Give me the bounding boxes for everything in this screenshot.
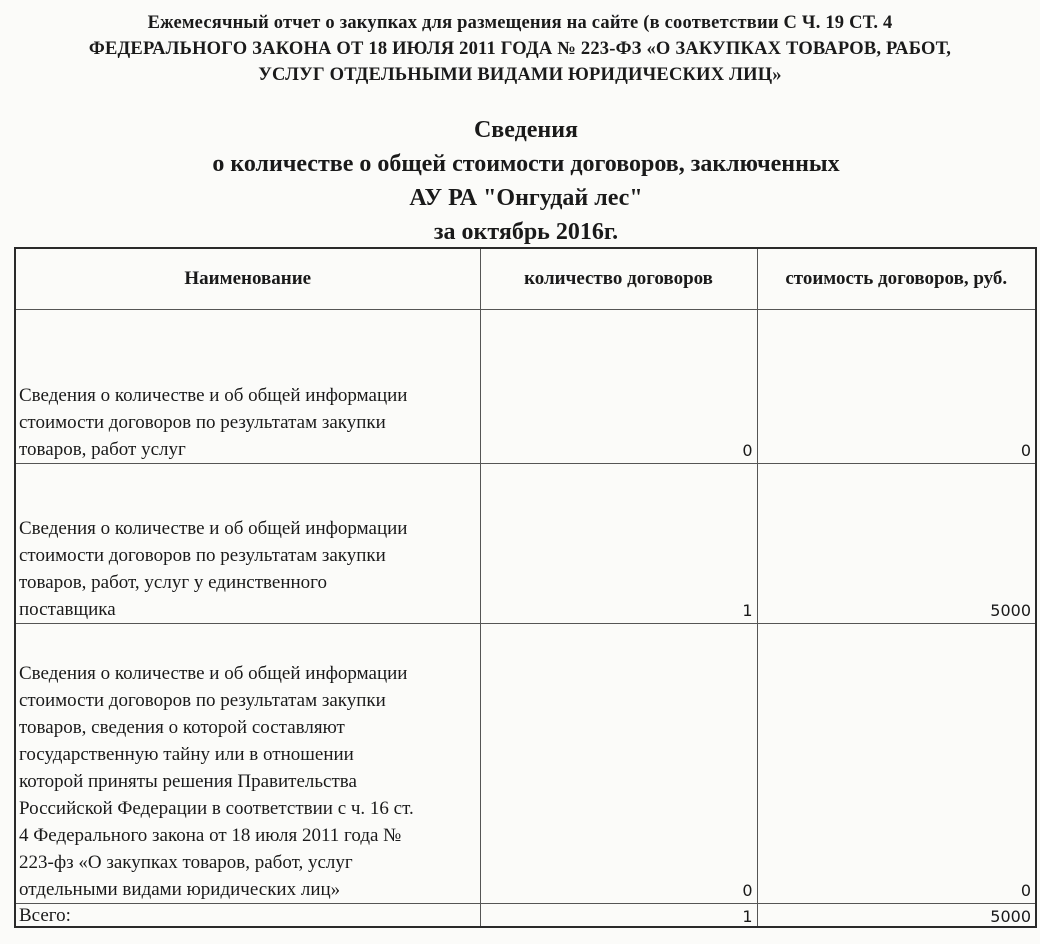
- table-row: [15, 464, 1036, 624]
- title-line: за октябрь 2016г.: [433, 219, 619, 245]
- header-line: УСЛУГ ОТДЕЛЬНЫМИ ВИДАМИ ЮРИДИЧЕСКИХ ЛИЦ»: [258, 65, 782, 85]
- row-name-cell: [15, 310, 480, 464]
- column-header-cost: стоимость договоров, руб.: [757, 248, 1036, 310]
- row-count-cell: 0: [480, 624, 757, 904]
- column-header-name: Наименование: [15, 248, 480, 310]
- row-name-line: отдельными видами юридических лиц»: [19, 879, 341, 900]
- table-row: [15, 310, 1036, 464]
- row-name-line: Сведения о количестве и об общей информации: [19, 663, 408, 684]
- row-cost-cell: 0: [757, 310, 1036, 464]
- row-name-line: поставщика: [19, 599, 116, 620]
- total-count: 1: [480, 904, 757, 928]
- row-name-line: Сведения о количестве и об общей информации: [19, 385, 408, 406]
- total-label: Всего:: [15, 904, 480, 928]
- row-name-line: стоимости договоров по результатам закупки: [19, 545, 386, 566]
- column-header-count: количество договоров: [480, 248, 757, 310]
- header-line: ФЕДЕРАЛЬНОГО ЗАКОНА ОТ 18 ИЮЛЯ 2011 ГОДА № 223-ФЗ «О ЗАКУПКАХ ТОВАРОВ, РАБОТ,: [88, 39, 952, 59]
- table-row: [15, 624, 1036, 904]
- title-line: Сведения: [473, 117, 579, 143]
- report-header: [0, 10, 1040, 88]
- contracts-table: [14, 247, 1037, 928]
- row-name-line: товаров, работ услуг: [19, 439, 186, 460]
- row-count-cell: 1: [480, 464, 757, 624]
- row-name-line: товаров, работ, услуг у единственного: [19, 572, 327, 593]
- row-name-cell: [15, 624, 480, 904]
- title-line: о количестве о общей стоимости договоров, заключенных: [212, 151, 840, 177]
- report-title: [0, 113, 1040, 249]
- row-cost-cell: 0: [757, 624, 1036, 904]
- row-cost-cell: 5000: [757, 464, 1036, 624]
- title-line: АУ РА "Онгудай лес": [409, 185, 643, 211]
- row-name-cell: [15, 464, 480, 624]
- row-name-line: стоимости договоров по результатам закупки: [19, 412, 386, 433]
- total-row: [15, 904, 1036, 928]
- row-name-line: 223-фз «О закупках товаров, работ, услуг: [19, 852, 353, 873]
- row-name-line: 4 Федерального закона от 18 июля 2011 года №: [19, 825, 402, 846]
- row-name-line: товаров, сведения о которой составляют: [19, 717, 345, 738]
- row-count-cell: 0: [480, 310, 757, 464]
- total-cost: 5000: [757, 904, 1036, 928]
- row-name-line: Российской Федерации в соответствии с ч. 16 ст.: [19, 798, 414, 819]
- row-name-line: стоимости договоров по результатам закупки: [19, 690, 386, 711]
- row-name-line: которой приняты решения Правительства: [19, 771, 357, 792]
- header-line: Ежемесячный отчет о закупках для размещения на сайте (в соответствии С Ч. 19 СТ. 4: [147, 13, 893, 33]
- table-header-row: [15, 248, 1036, 310]
- row-name-line: государственную тайну или в отношении: [19, 744, 354, 765]
- row-name-line: Сведения о количестве и об общей информации: [19, 518, 408, 539]
